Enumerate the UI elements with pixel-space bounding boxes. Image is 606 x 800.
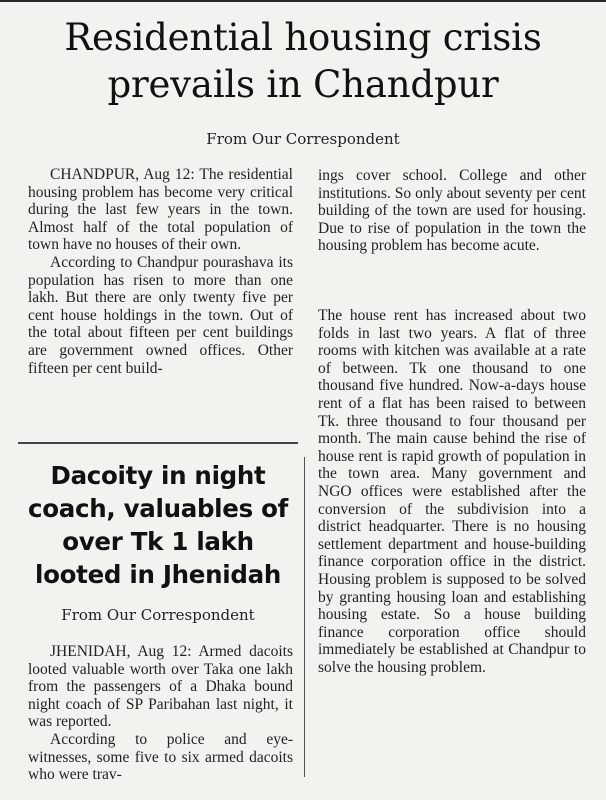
main-article-paragraph-4: The house rent has increased about two folds in last two years. A flat of three rooms with kitchen was available at a rate of between. Tk one thousand to one thousand five hundred. Now-a-days house rent of a flat has been raised to between Tk. three thousand to four thousand per month. The main cause behind the rise of house rent is rapid growth of population in the town area. Many government and NGO offices were established after the conversion of the subdivision into a district headquarter. There is no housing settlement department and house-building finance corporation office in the district. Housing problem is supposed to be solved by granting housing loan and establishing housing estate. So a house building finance corporation office should immediately be established at Chandpur to solve the housing problem.	[318, 307, 586, 676]
sub-article-paragraph-1: JHENIDAH, Aug 12: Armed dacoits looted valuable worth over Taka one lakh from the passengers of a Dhaka bound night coach of SP Paribahan last night, it was reported.	[28, 643, 293, 731]
sub-byline: From Our Correspondent	[61, 606, 255, 624]
main-article-paragraph-3: ings cover school. College and other institutions. So only about seventy per cent building of the town are used for housing. Due to rise of population in the town the housing problem has become acute.	[318, 167, 586, 255]
section-divider-horizontal	[18, 442, 298, 444]
main-article-paragraph-1: CHANDPUR, Aug 12: The residential housing problem has become very critical during the last few years in the town. Almost half of the total population of town have no houses of their own.	[28, 166, 293, 254]
main-headline	[10, 14, 596, 108]
sub-article-column	[28, 643, 293, 784]
main-headline-line2: prevails in Chandpur	[107, 63, 499, 106]
main-article-right-column-top	[318, 167, 586, 255]
main-article-left-column	[28, 166, 293, 377]
main-article-paragraph-2: According to Chandpur pourashava its population has risen to more than one lakh. But there are only twenty five per cent house holdings in the town. Out of the total about fifteen per cent buildings are government owned offices. Other fifteen per cent build-	[28, 253, 293, 377]
main-article-right-column-bottom	[318, 307, 586, 676]
column-divider-vertical	[304, 457, 305, 777]
sub-article-paragraph-2: According to police and eye-witnesses, some five to six armed dacoits who were trav-	[28, 730, 293, 784]
sub-headline: Dacoity in night coach, valuables of over Tk 1 lakh looted in Jhenidah	[27, 461, 289, 589]
main-headline-line1: Residential housing crisis	[64, 16, 542, 59]
main-byline: From Our Correspondent	[206, 130, 400, 148]
